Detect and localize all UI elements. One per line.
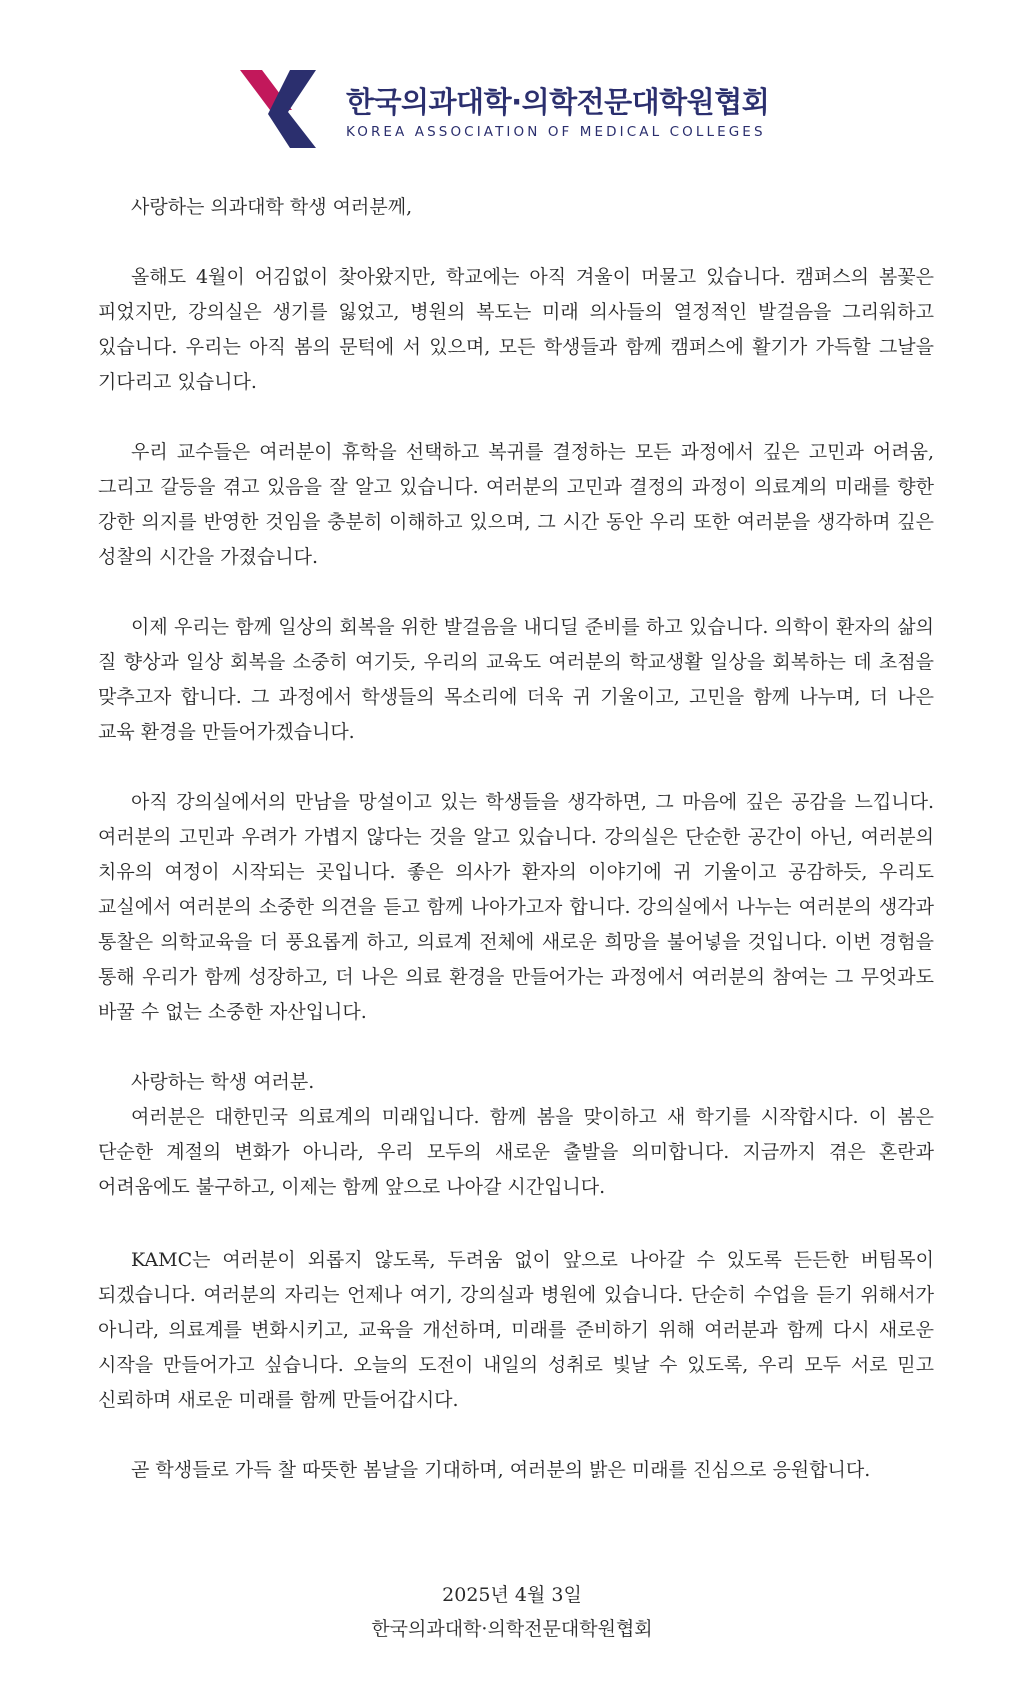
org-name-korean: 한국의과대학·의학전문대학원협회 xyxy=(346,85,770,119)
salutation: 사랑하는 의과대학 학생 여러분께, xyxy=(131,196,413,218)
paragraph-8-closing: 곧 학생들로 가득 찰 따뜻한 봄날을 기대하며, 여러분의 밝은 미래를 진심으로 응원합니다. xyxy=(131,1459,871,1481)
paragraph-7: KAMC는 여러분이 외롭지 않도록, 두려움 없이 앞으로 나아갈 수 있도록 든든한 버팀목이 되겠습니다. 여러분의 자리는 언제나 여기, 강의실과 병원에 있습니다. 단순히 수업을 듣기 위해서가 아니라, 의료계를 변화시키고, 교육을 개선하며, 미래를 준비하기 위해 여러분과 함께 다시 새로운 시작을 만들어가고 싶습니다. 오늘의 도전이 내일의 성취로 빛날 수 있도록, 우리 모두 서로 믿고 신뢰하며 새로운 미래를 함께 만들어갑시다. xyxy=(98,1249,934,1411)
kamc-logo-icon xyxy=(240,66,340,148)
paragraph-2: 우리 교수들은 여러분이 휴학을 선택하고 복귀를 결정하는 모든 과정에서 깊은 고민과 어려움, 그리고 갈등을 겪고 있음을 잘 알고 있습니다. 여러분의 고민과 결정의 과정이 의료계의 미래를 향한 강한 의지를 반영한 것임을 충분히 이해하고 있으며, 그 시간 동안 우리 또한 여러분을 생각하며 깊은 성찰의 시간을 가졌습니다. xyxy=(98,441,934,568)
signature-org: 한국의과대학·의학전문대학원협회 xyxy=(371,1618,653,1640)
paragraph-1: 올해도 4월이 어김없이 찾아왔지만, 학교에는 아직 겨울이 머물고 있습니다. 캠퍼스의 봄꽃은 피었지만, 강의실은 생기를 잃었고, 병원의 복도는 미래 의사들의 열정적인 발걸음을 그리워하고 있습니다. 우리는 아직 봄의 문턱에 서 있으며, 모든 학생들과 함께 캠퍼스에 활기가 가득할 그날을 기다리고 있습니다. xyxy=(98,266,934,393)
letterhead xyxy=(0,58,1024,158)
paragraph-3: 이제 우리는 함께 일상의 회복을 위한 발걸음을 내디딜 준비를 하고 있습니다. 의학이 환자의 삶의 질 향상과 일상 회복을 소중히 여기듯, 우리의 교육도 여러분의 학교생활 일상을 회복하는 데 초점을 맞추고자 합니다. 그 과정에서 학생들의 목소리에 더욱 귀 기울이고, 고민을 함께 나누며, 더 나은 교육 환경을 만들어가겠습니다. xyxy=(98,616,934,743)
paragraph-6: 여러분은 대한민국 의료계의 미래입니다. 함께 봄을 맞이하고 새 학기를 시작합시다. 이 봄은 단순한 계절의 변화가 아니라, 우리 모두의 새로운 출발을 의미합니다. 지금까지 겪은 혼란과 어려움에도 불구하고, 이제는 함께 앞으로 나아갈 시간입니다. xyxy=(98,1106,934,1198)
org-name-english: KOREA ASSOCIATION OF MEDICAL COLLEGES xyxy=(346,124,766,140)
letter-date: 2025년 4월 3일 xyxy=(442,1584,582,1606)
signature-block xyxy=(0,1578,1024,1646)
letter-body xyxy=(98,190,934,1488)
paragraph-4: 아직 강의실에서의 만남을 망설이고 있는 학생들을 생각하면, 그 마음에 깊은 공감을 느낍니다. 여러분의 고민과 우려가 가볍지 않다는 것을 알고 있습니다. 강의실은 단순한 공간이 아닌, 여러분의 치유의 여정이 시작되는 곳입니다. 좋은 의사가 환자의 이야기에 귀 기울이고 공감하듯, 우리도 교실에서 여러분의 소중한 의견을 듣고 함께 나아가고자 합니다. 강의실에서 나누는 여러분의 생각과 통찰은 의학교육을 더 풍요롭게 하고, 의료계 전체에 새로운 희망을 불어넣을 것입니다. 이번 경험을 통해 우리가 함께 성장하고, 더 나은 의료 환경을 만들어가는 과정에서 여러분의 참여는 그 무엇과도 바꿀 수 없는 소중한 자산입니다. xyxy=(98,791,934,1023)
paragraph-5-address: 사랑하는 학생 여러분. xyxy=(131,1071,315,1093)
